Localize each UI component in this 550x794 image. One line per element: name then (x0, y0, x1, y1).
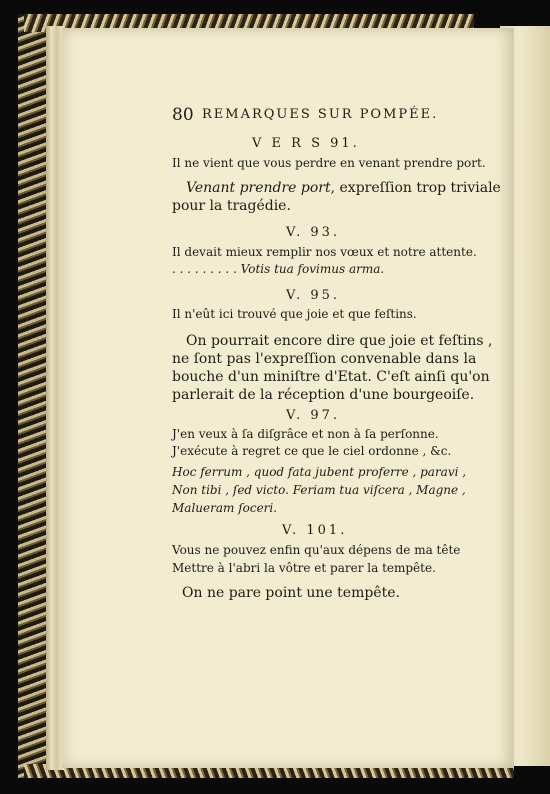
comment-line: parlerait de la réception d'une bourgeoiſe. (172, 387, 475, 403)
section-heading: V E R S 91. (252, 136, 360, 151)
section-heading: V. 97. (286, 408, 341, 423)
verse-line: Il devait mieux remplir nos vœux et notre attente. (172, 245, 477, 259)
running-title: REMARQUES SUR POMPÉE. (202, 107, 439, 122)
verse-line: Il ne vient que vous perdre en venant prendre port. (172, 156, 486, 170)
verse-line: J'en veux à ſa diſgrâce et non à ſa perſonne. (172, 427, 439, 441)
verse-line: Mettre à l'abri la vôtre et parer la tempête. (172, 561, 436, 575)
comment-line: pour la tragédie. (172, 198, 291, 214)
section-heading: V. 95. (286, 288, 341, 303)
latin-quote: . . . . . . . . . Votis tua fovimus arma. (172, 262, 385, 276)
verse-line: J'exécute à regret ce que le ciel ordonne , &c. (172, 444, 452, 458)
verse-line: Vous ne pouvez enfin qu'aux dépens de ma tête (172, 543, 461, 557)
latin-quote: Non tibi , ſed victo. Feriam tua viſcera , Magne , (172, 483, 466, 497)
page-number: 80 (172, 105, 194, 125)
comment-line: On pourrait encore dire que joie et feſtins , (186, 333, 493, 349)
section-heading: V. 93. (286, 225, 341, 240)
comment-line: ne ſont pas l'expreſſion convenable dans la (172, 351, 477, 367)
comment-line: bouche d'un miniſtre d'Etat. C'eſt ainſi qu'on (172, 369, 490, 385)
comment-line: On ne pare point une tempête. (182, 585, 400, 601)
latin-quote: Hoc ferrum , quod fata jubent proferre , paravi , (172, 465, 467, 479)
comment-line: Venant prendre port, expreſſion trop triviale (186, 180, 501, 196)
section-heading: V. 101. (282, 523, 348, 538)
verse-line: Il n'eût ici trouvé que joie et que feſtins. (172, 307, 417, 321)
latin-quote: Malueram ſoceri. (172, 501, 278, 515)
